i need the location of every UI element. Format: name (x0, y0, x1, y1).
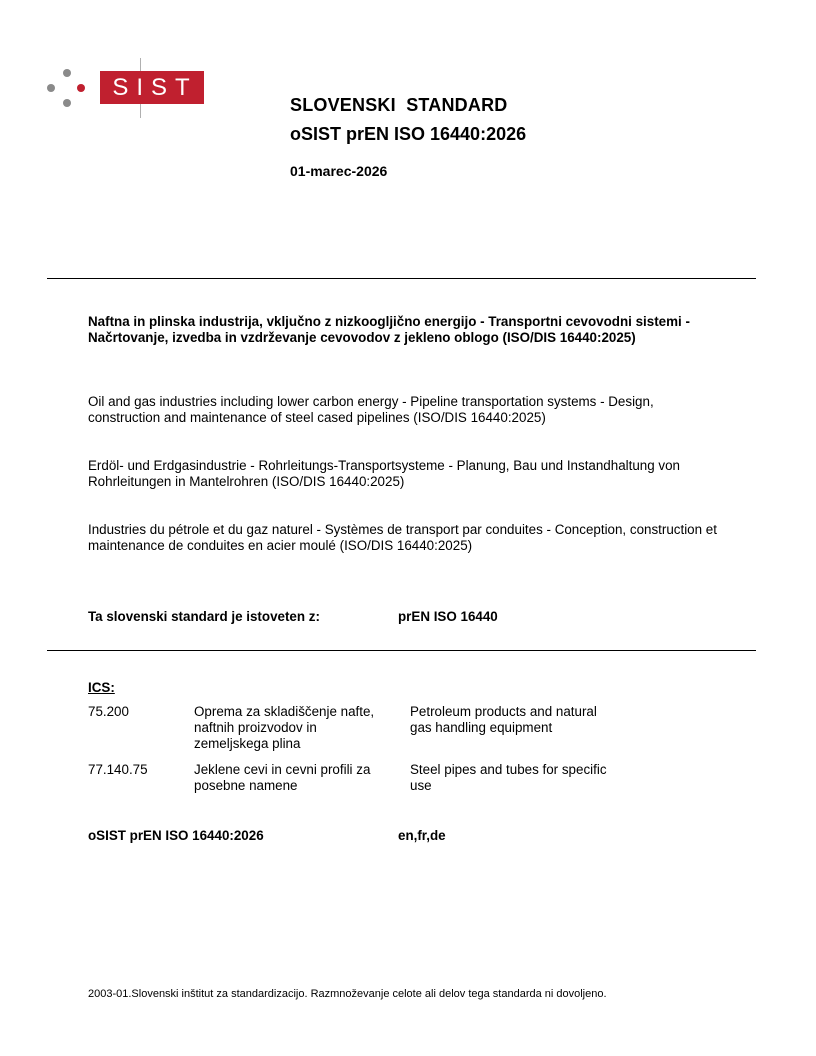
ics-label: ICS: (88, 680, 115, 695)
ics-code: 77.140.75 (88, 762, 148, 777)
sist-logo: SIST (100, 71, 204, 104)
logo-dot (63, 69, 71, 77)
logo-dots (47, 66, 87, 110)
identical-value: prEN ISO 16440 (398, 609, 498, 624)
standard-label: SLOVENSKI STANDARD (290, 95, 508, 115)
ics-description-sl: Jeklene cevi in cevni profili za posebne namene (194, 762, 371, 793)
ics-description-en: Steel pipes and tubes for specific use (410, 762, 607, 793)
divider-top (47, 278, 756, 279)
copyright-footer: 2003-01.Slovenski inštitut za standardizacijo. Razmnoževanje celote ali delov tega standarda ni dovoljeno. (88, 988, 607, 1000)
ics-description-sl: Oprema za skladiščenje nafte, naftnih proizvodov in zemeljskega plina (194, 704, 375, 751)
title-de: Erdöl- und Erdgasindustrie - Rohrleitungs-Transportsysteme - Planung, Bau und Instandhaltung von Rohrleitungen in Mantelrohren (ISO/DIS 16440:2025) (88, 458, 680, 489)
languages: en,fr,de (398, 828, 446, 843)
logo-dot (47, 84, 55, 92)
ics-description-en: Petroleum products and natural gas handling equipment (410, 704, 597, 735)
ics-code: 75.200 (88, 704, 129, 719)
standard-code: oSIST prEN ISO 16440:2026 (290, 124, 527, 144)
logo-dot (63, 99, 71, 107)
logo-dot-red (77, 84, 85, 92)
divider-bottom (47, 650, 756, 651)
standard-date: 01-marec-2026 (290, 163, 388, 179)
bottom-code: oSIST prEN ISO 16440:2026 (88, 828, 264, 843)
title-en: Oil and gas industries including lower carbon energy - Pipeline transportation systems - Design, construction and maintenance of steel cased pipelines (ISO/DIS 16440:2025) (88, 394, 654, 425)
title-fr: Industries du pétrole et du gaz naturel - Systèmes de transport par conduites - Conception, construction et maintenance de conduites en acier moulé (ISO/DIS 16440:2025) (88, 522, 717, 553)
title-sl: Naftna in plinska industrija, vključno z nizkoogljično energijo - Transportni cevovodni sistemi - Načrtovanje, izvedba in vzdrževanje cevovodov z jekleno oblogo (ISO/DIS 16440:2025) (88, 314, 690, 345)
identical-label: Ta slovenski standard je istoveten z: (88, 609, 320, 624)
